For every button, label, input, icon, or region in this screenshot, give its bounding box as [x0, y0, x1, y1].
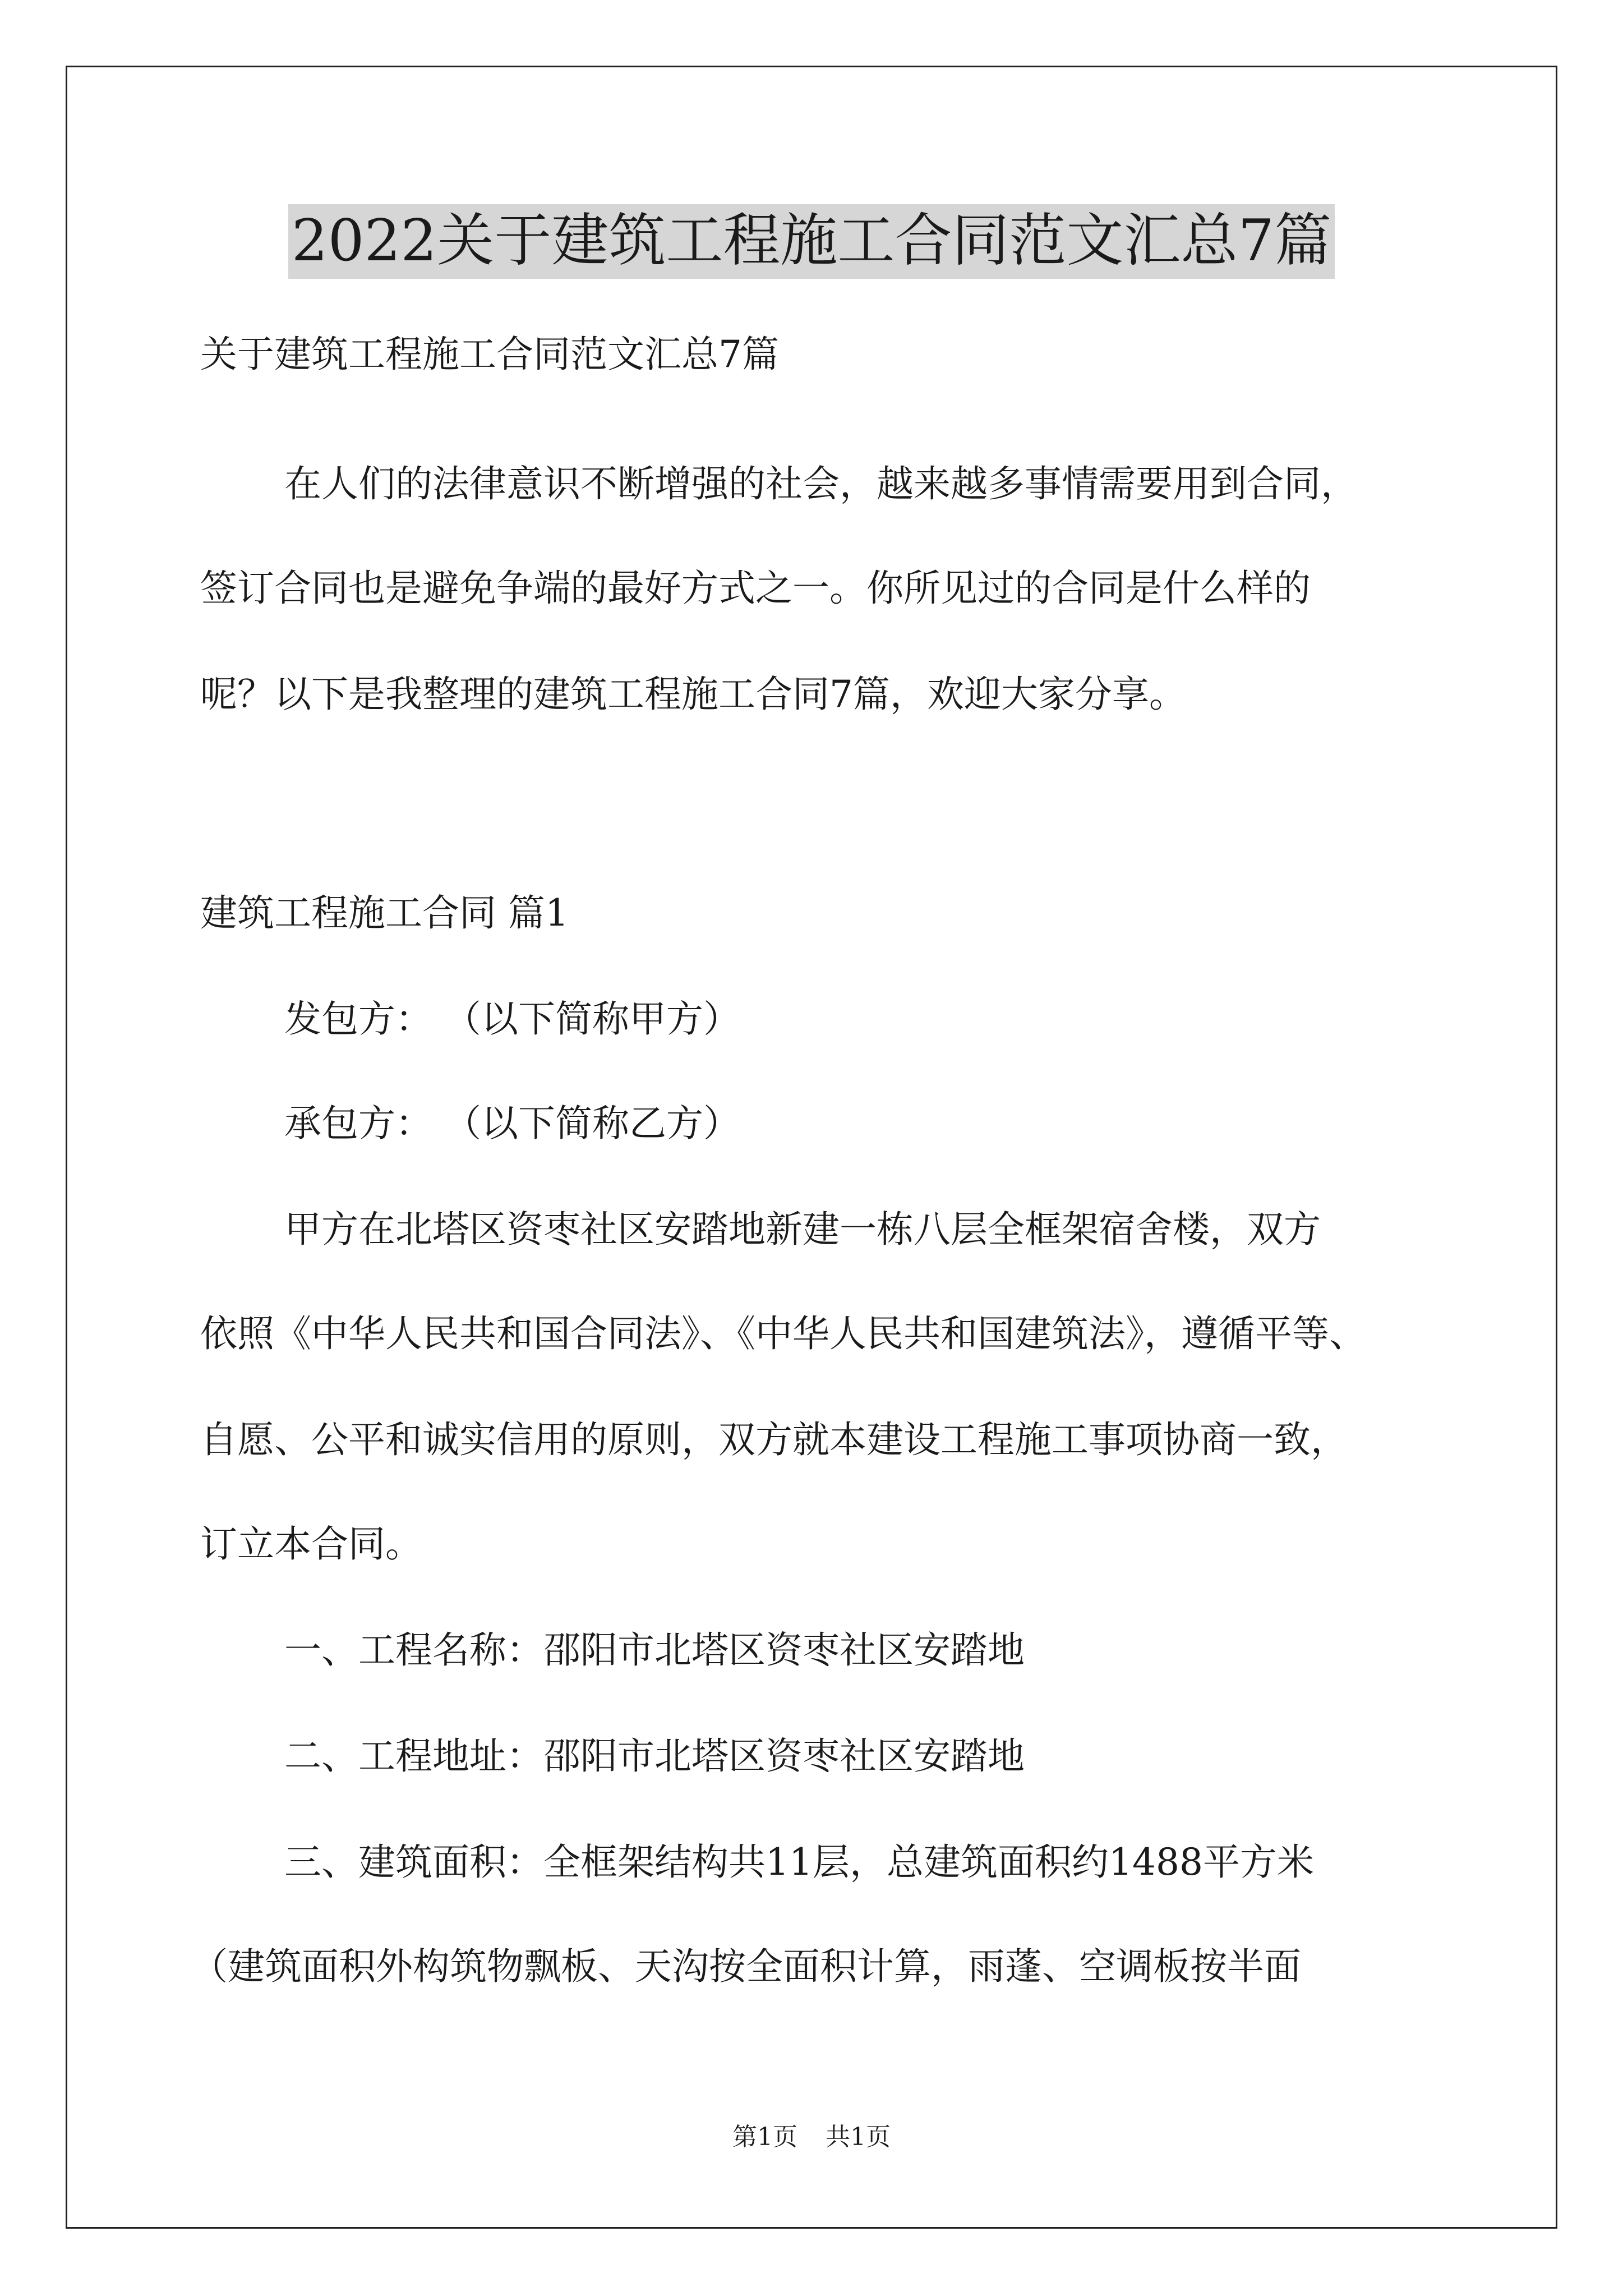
- paragraph-line: 依照《中华人民共和国合同法》、《中华人民共和国建筑法》，遵循平等、: [200, 1312, 1366, 1355]
- document-subtitle: 关于建筑工程施工合同范文汇总7篇: [200, 333, 779, 376]
- paragraph-line: 一、工程名称：邵阳市北塔区资枣社区安踏地: [284, 1628, 1025, 1672]
- paragraph-line: 在人们的法律意识不断增强的社会，越来越多事情需要用到合同，: [284, 462, 1358, 505]
- paragraph-line: 二、工程地址：邵阳市北塔区资枣社区安踏地: [284, 1734, 1025, 1778]
- document-title: [0, 199, 1623, 283]
- page-footer: [0, 2120, 1623, 2154]
- paragraph-line: 承包方： （以下简称乙方）: [284, 1102, 740, 1145]
- page-total: 共1页: [826, 2123, 891, 2151]
- paragraph-line: 自愿、公平和诚实信用的原则，双方就本建设工程施工事项协商一致，: [200, 1418, 1348, 1461]
- paragraph-line: 呢？以下是我整理的建筑工程施工合同7篇，欢迎大家分享。: [200, 673, 1186, 716]
- document-title-text: 2022关于建筑工程施工合同范文汇总7篇: [288, 204, 1335, 279]
- paragraph-line: （建筑面积外构筑物飘板、天沟按全面积计算，雨蓬、空调板按半面: [191, 1945, 1301, 1988]
- page-number: 第1页: [732, 2123, 797, 2151]
- section-heading: 建筑工程施工合同 篇1: [200, 891, 569, 935]
- paragraph-line: 甲方在北塔区资枣社区安踏地新建一栋八层全框架宿舍楼，双方: [284, 1208, 1321, 1251]
- paragraph-line: 三、建筑面积：全框架结构共11层，总建筑面积约1488平方米: [284, 1841, 1314, 1884]
- paragraph-line: 签订合同也是避免争端的最好方式之一。你所见过的合同是什么样的: [200, 567, 1311, 610]
- paragraph-line: 发包方： （以下简称甲方）: [284, 997, 740, 1041]
- paragraph-line: 订立本合同。: [200, 1522, 422, 1566]
